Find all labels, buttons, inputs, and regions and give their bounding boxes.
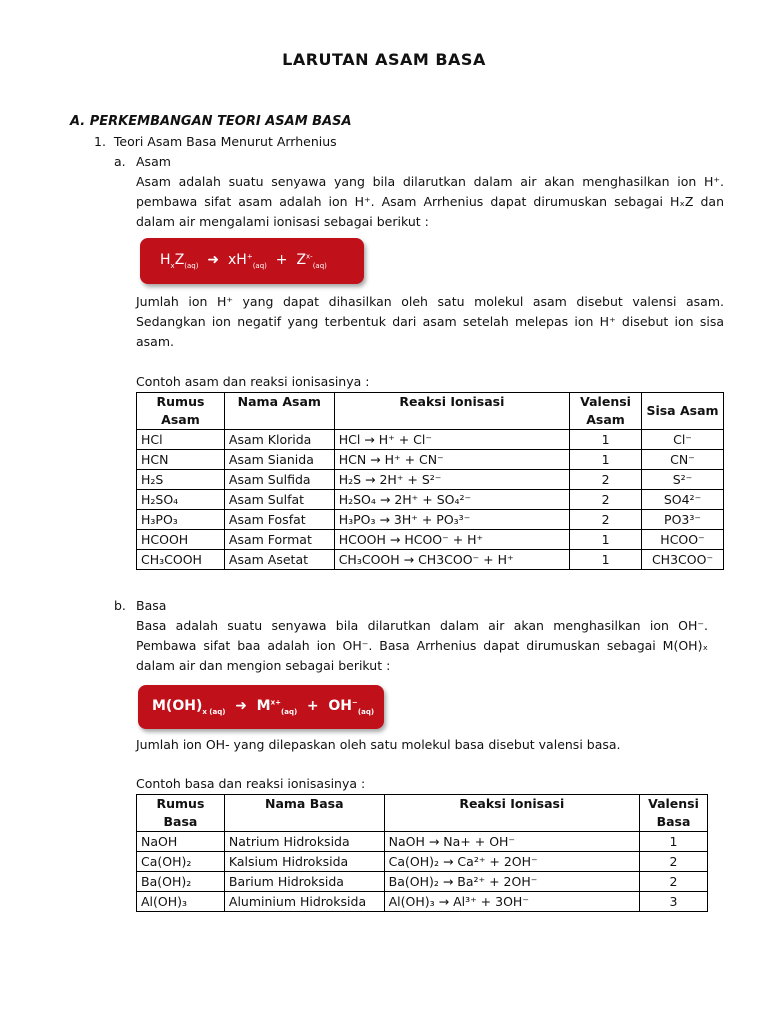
cell-sisa: Cl⁻ <box>642 430 724 450</box>
cell-reaksi: HCOOH → HCOO⁻ + H⁺ <box>334 530 569 550</box>
cell-reaksi: NaOH → Na+ + OH⁻ <box>384 832 639 852</box>
asam-definition-paragraph: Asam adalah suatu senyawa yang bila dilarutkan dalam air akan menghasilkan ion H⁺. pembawa sifat asam adalah ion H⁺. Asam Arrhenius dapat dirumuskan sebagai HₓZ dan dalam air mengalami ionisasi sebagai berikut : <box>136 174 724 229</box>
acid-table-header-row <box>137 393 724 430</box>
valensi-asam-paragraph: Jumlah ion H⁺ yang dapat dihasilkan oleh satu molekul asam disebut valensi asam. Sedangkan ion negatif yang terbentuk dari asam setelah melepas ion H⁺ disebut ion sisa asam. <box>136 294 724 349</box>
cell-valensi: 1 <box>570 450 642 470</box>
cell-sisa: HCOO⁻ <box>642 530 724 550</box>
cell-valensi: 2 <box>640 852 708 872</box>
cell-nama: Kalsium Hidroksida <box>224 852 384 872</box>
cell-reaksi: HCN → H⁺ + CN⁻ <box>334 450 569 470</box>
cell-nama: Asam Sianida <box>224 450 334 470</box>
cell-nama: Aluminium Hidroksida <box>224 892 384 912</box>
cell-reaksi: Al(OH)₃ → Al³⁺ + 3OH⁻ <box>384 892 639 912</box>
table-row <box>137 430 724 450</box>
col-header-sisa: Sisa Asam <box>642 393 724 430</box>
cell-reaksi: CH₃COOH → CH3COO⁻ + H⁺ <box>334 550 569 570</box>
base-table-header-row <box>137 795 708 832</box>
base-ionization-equation-box <box>138 685 384 729</box>
cell-rumus: H₂S <box>137 470 225 490</box>
col-header-reaksi: Reaksi Ionisasi <box>384 795 639 832</box>
cell-rumus: CH₃COOH <box>137 550 225 570</box>
cell-valensi: 2 <box>570 510 642 530</box>
cell-rumus: HCN <box>137 450 225 470</box>
col-header-rumus: Rumus Asam <box>137 393 225 430</box>
table-row <box>137 470 724 490</box>
cell-rumus: H₃PO₃ <box>137 510 225 530</box>
acid-table-caption: Contoh asam dan reaksi ionisasinya : <box>136 374 370 389</box>
table-row <box>137 530 724 550</box>
cell-valensi: 1 <box>570 530 642 550</box>
acid-ionization-equation-box <box>140 238 364 284</box>
col-header-nama: Nama Basa <box>224 795 384 832</box>
cell-valensi: 2 <box>570 490 642 510</box>
cell-rumus: HCOOH <box>137 530 225 550</box>
base-table-caption: Contoh basa dan reaksi ionisasinya : <box>136 776 366 791</box>
valensi-basa-paragraph: Jumlah ion OH- yang dilepaskan oleh satu molekul basa disebut valensi basa. <box>136 737 621 752</box>
cell-reaksi: Ba(OH)₂ → Ba²⁺ + 2OH⁻ <box>384 872 639 892</box>
col-header-valensi: Valensi Basa <box>640 795 708 832</box>
table-row <box>137 852 708 872</box>
base-table <box>136 794 708 912</box>
cell-rumus: Ba(OH)₂ <box>137 872 225 892</box>
sub-b-heading: Basa <box>136 598 167 613</box>
cell-sisa: CN⁻ <box>642 450 724 470</box>
cell-nama: Asam Sulfida <box>224 470 334 490</box>
cell-sisa: CH3COO⁻ <box>642 550 724 570</box>
cell-valensi: 1 <box>640 832 708 852</box>
cell-sisa: PO3³⁻ <box>642 510 724 530</box>
cell-rumus: Al(OH)₃ <box>137 892 225 912</box>
cell-nama: Asam Klorida <box>224 430 334 450</box>
basa-definition-paragraph: Basa adalah suatu senyawa bila dilarutkan dalam air akan menghasilkan ion OH⁻. Pembawa sifat baa adalah ion OH⁻. Basa Arrhenius dapat dirumuskan sebagai M(OH)ₓ dalam air dan mengion sebagai berikut : <box>136 618 708 673</box>
col-header-nama: Nama Asam <box>224 393 334 430</box>
section-heading-a: A. PERKEMBANGAN TEORI ASAM BASA <box>70 114 352 129</box>
cell-valensi: 1 <box>570 550 642 570</box>
cell-reaksi: HCl → H⁺ + Cl⁻ <box>334 430 569 450</box>
col-header-valensi: Valensi Asam <box>570 393 642 430</box>
cell-nama: Asam Format <box>224 530 334 550</box>
table-row <box>137 450 724 470</box>
col-header-reaksi: Reaksi Ionisasi <box>334 393 569 430</box>
cell-nama: Asam Asetat <box>224 550 334 570</box>
cell-valensi: 2 <box>640 872 708 892</box>
cell-reaksi: H₃PO₃ → 3H⁺ + PO₃³⁻ <box>334 510 569 530</box>
cell-reaksi: H₂SO₄ → 2H⁺ + SO₄²⁻ <box>334 490 569 510</box>
col-header-rumus: Rumus Basa <box>137 795 225 832</box>
base-ionization-equation: $M(OH)_{x (aq)}$ ➜ $M^{x+}_{(aq)} + OH^-_{(aq)}$ <box>152 698 375 716</box>
cell-nama: Barium Hidroksida <box>224 872 384 892</box>
table-row <box>137 510 724 530</box>
sub-a-heading: Asam <box>136 154 171 169</box>
item-1-heading: 1. Teori Asam Basa Menurut Arrhenius <box>94 134 337 149</box>
cell-rumus: HCl <box>137 430 225 450</box>
cell-valensi: 1 <box>570 430 642 450</box>
cell-valensi: 2 <box>570 470 642 490</box>
cell-valensi: 3 <box>640 892 708 912</box>
cell-rumus: H₂SO₄ <box>137 490 225 510</box>
acid-ionization-equation: $H_xZ_{(aq)}$ ➜ $xH^+_{(aq)} + Z^{x-}_{(aq)}$ <box>160 252 327 270</box>
cell-sisa: SO4²⁻ <box>642 490 724 510</box>
cell-reaksi: Ca(OH)₂ → Ca²⁺ + 2OH⁻ <box>384 852 639 872</box>
cell-reaksi: H₂S → 2H⁺ + S²⁻ <box>334 470 569 490</box>
sub-a-marker: a. <box>114 154 126 169</box>
page-title: LARUTAN ASAM BASA <box>282 50 486 69</box>
cell-nama: Asam Fosfat <box>224 510 334 530</box>
cell-nama: Natrium Hidroksida <box>224 832 384 852</box>
cell-rumus: Ca(OH)₂ <box>137 852 225 872</box>
acid-table <box>136 392 724 570</box>
cell-nama: Asam Sulfat <box>224 490 334 510</box>
table-row <box>137 550 724 570</box>
cell-rumus: NaOH <box>137 832 225 852</box>
table-row <box>137 832 708 852</box>
table-row <box>137 892 708 912</box>
table-row <box>137 872 708 892</box>
table-row <box>137 490 724 510</box>
sub-b-marker: b. <box>114 598 126 613</box>
cell-sisa: S²⁻ <box>642 470 724 490</box>
